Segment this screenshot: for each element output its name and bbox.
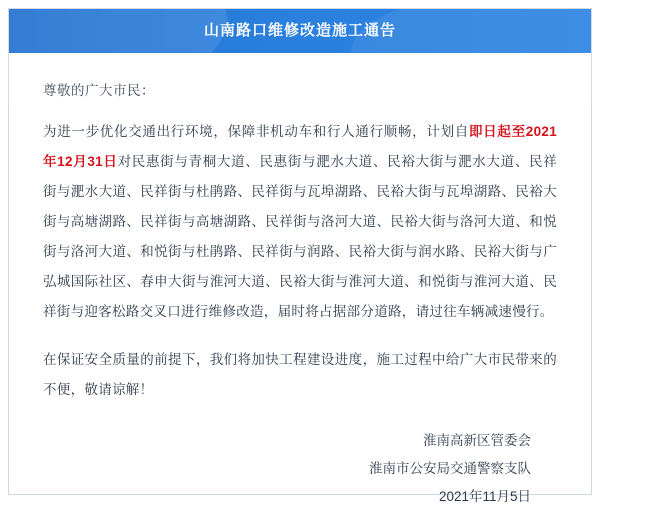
signature-org-secondary: 淮南市公安局交通警察支队 <box>369 461 531 476</box>
paragraph-main-suffix: 对民惠街与青桐大道、民惠街与淝水大道、民裕大街与淝水大道、民祥街与淝水大道、民祥街与杜鹃路、民祥街与瓦埠湖路、民裕大街与瓦埠湖路、民裕大街与高塘湖路、民祥街与高塘湖路、民祥街与洛河大道、民裕大街与洛河大道、和悦街与洛河大道、和悦街与杜鹃路、民祥街与润路、民裕大街与润水路、民裕大街与广弘城国际社区、春申大街与淮河大道、民裕大街与淮河大道、和悦街与淮河大道、民祥街与迎客松路交叉口进行维修改造，届时将占据部分道路，请过往车辆减速慢行。 <box>43 154 557 319</box>
notice-paragraph-apology: 在保证安全质量的前提下，我们将加快工程建设进度，施工过程中给广大市民带来的不便，敬请谅解！ <box>43 352 557 397</box>
signature-org-primary: 淮南高新区管委会 <box>423 433 531 448</box>
signature-block <box>43 427 557 511</box>
paragraph-main-highlight: 即日起至2021年12月31日 <box>43 124 557 169</box>
salutation-text: 尊敬的广大市民： <box>43 83 155 98</box>
notice-paragraph-main <box>43 117 557 327</box>
notice-body <box>9 53 591 521</box>
notice-header-bar <box>9 9 591 53</box>
signature-date: 2021年11月5日 <box>438 489 531 504</box>
paragraph-main-prefix: 为进一步优化交通出行环境，保障非机动车和行人通行顺畅，计划自 <box>43 124 469 139</box>
page-title: 山南路口维修改造施工通告 <box>203 22 396 39</box>
notice-card <box>8 8 592 504</box>
